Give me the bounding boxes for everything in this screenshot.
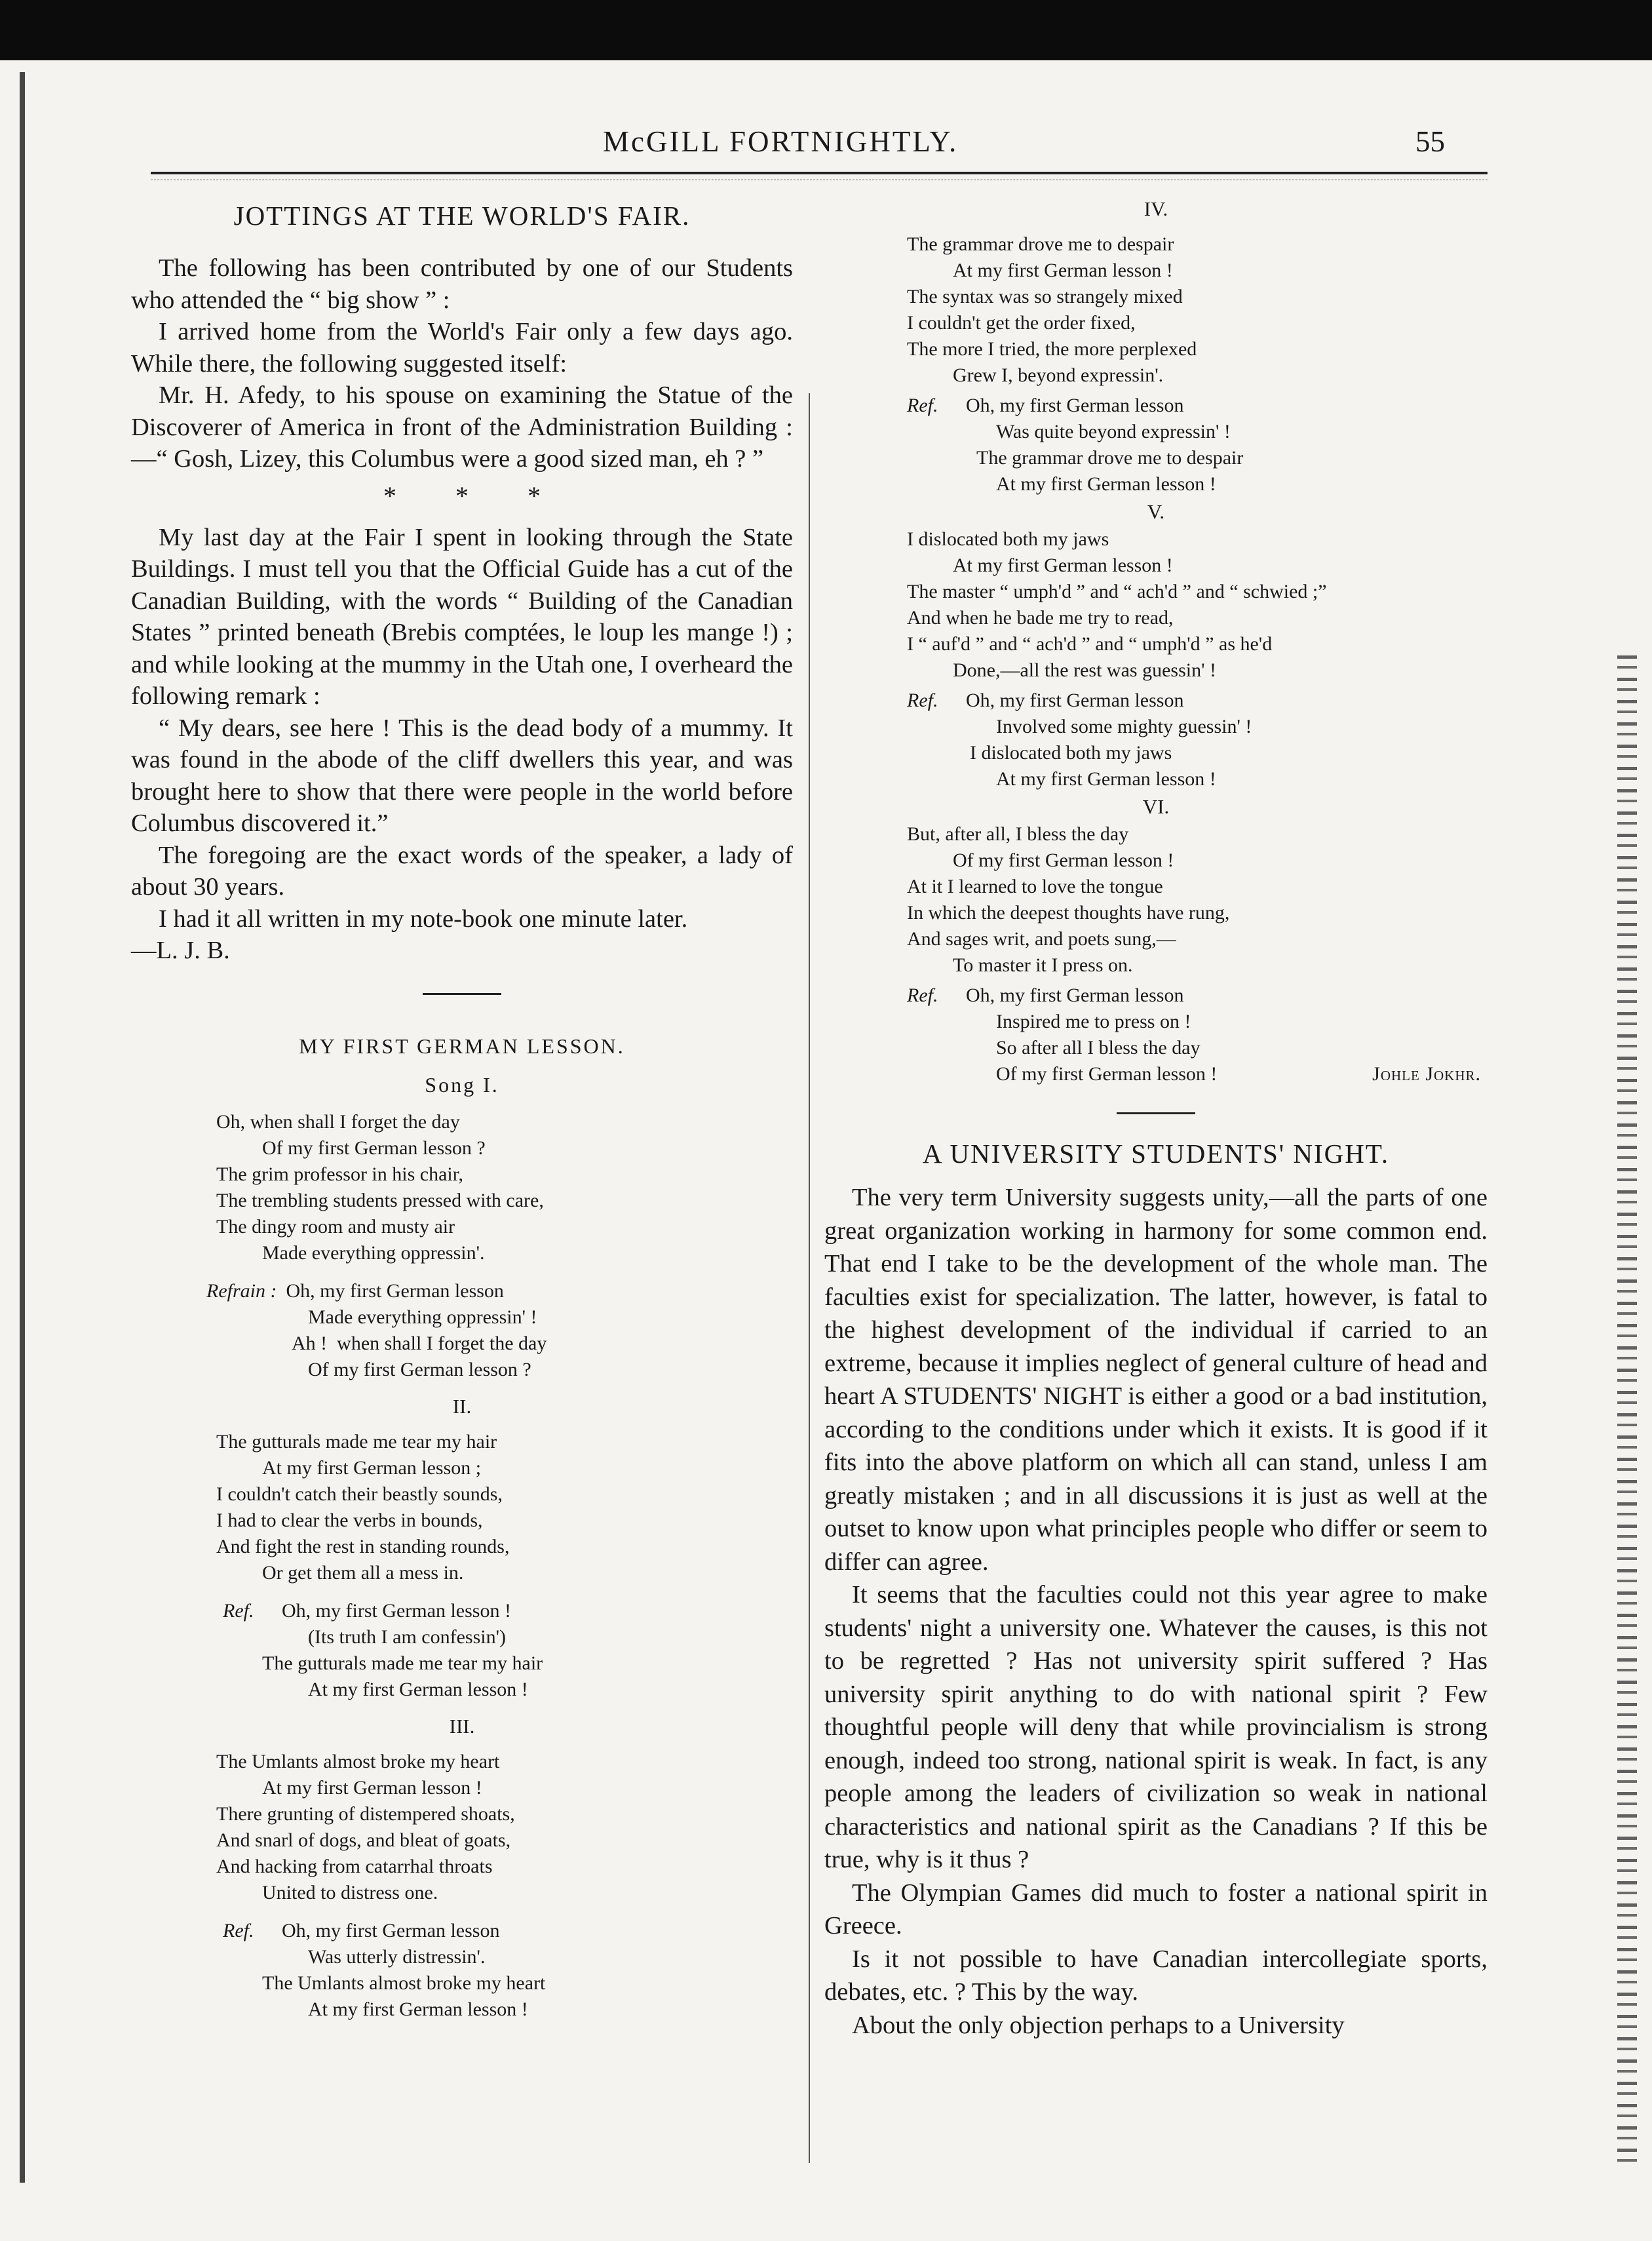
column-divider — [809, 393, 810, 2163]
scan-left-edge — [20, 72, 25, 2183]
poem-stanza — [824, 526, 1488, 684]
poem-refrain — [824, 688, 1488, 792]
poem-line: The gutturals made me tear my hair — [216, 1430, 497, 1452]
poem-line: Was quite beyond expressin' ! — [996, 421, 1231, 442]
poem-line: The Umlants almost broke my heart — [216, 1750, 500, 1772]
poem-line: The gutturals made me tear my hair — [262, 1652, 543, 1674]
poem-line: To master it I press on. — [953, 954, 1133, 976]
ref-label: Ref. — [907, 395, 938, 416]
poem-line: The more I tried, the more perplexed — [907, 338, 1197, 360]
poem-refrain — [824, 393, 1488, 497]
poem-line: The dingy room and musty air — [216, 1215, 455, 1237]
left-column — [131, 193, 793, 2023]
poem-line — [824, 983, 1488, 1009]
poem-refrain — [131, 1278, 793, 1383]
students-night-paragraph: It seems that the faculties could not this year agree to make students' night a university one. Whatever the causes, is this not to be regretted ? Has not university spirit suffered ? Has university spirit anything to do with national spirit ? Few thoughtful people will deny that while provincialism is strong enough, indeed too strong, national spirit is weak. In fact, is any people among the leaders of civilization so weak in national characteristics and national spirit as the Canadians ? If this be true, why is it thus ? — [824, 1581, 1488, 1873]
poem-line — [131, 1598, 793, 1624]
poem-line-text: Oh, my first German lesson — [286, 1279, 504, 1302]
poem-line: The grammar drove me to despair — [976, 447, 1244, 469]
scan-right-edge — [1617, 655, 1637, 2163]
ref-label: Ref. — [223, 1919, 254, 1941]
jottings-heading: JOTTINGS AT THE WORLD'S FAIR. — [233, 201, 691, 231]
students-night-heading: A UNIVERSITY STUDENTS' NIGHT. — [922, 1139, 1390, 1169]
poem-line-text: Oh, my first German lesson ! — [282, 1599, 511, 1622]
poem-line: (Its truth I am confessin') — [308, 1626, 506, 1648]
poem-line: The syntax was so strangely mixed — [907, 286, 1183, 307]
poem-line: Inspired me to press on ! — [996, 1011, 1191, 1032]
poem-line: Ah ! when shall I forget the day — [292, 1332, 547, 1354]
poem-line: And sages writ, and poets sung,— — [907, 928, 1176, 950]
jottings-signature: —L. J. B. — [131, 937, 230, 964]
jottings-paragraph: Mr. H. Afedy, to his spouse on examining the Statue of the Discoverer of America in front of the Administration Building :—“ Gosh, Lizey, this Columbus were a good sized man, eh ? ” — [131, 381, 793, 473]
header-rule — [151, 172, 1488, 174]
poem-line-text: Oh, my first German lesson — [966, 690, 1184, 711]
poem-line-text: Of my first German lesson ! — [996, 1063, 1218, 1085]
section-asterisks: * * * — [383, 480, 541, 511]
poem-line: Or get them all a mess in. — [262, 1561, 464, 1584]
poem-refrain — [824, 983, 1488, 1087]
poem-line: At it I learned to love the tongue — [907, 876, 1163, 897]
jottings-paragraph: I arrived home from the World's Fair only a few days ago. While there, the following suggested itself: — [131, 318, 793, 378]
jottings-paragraph: The following has been contributed by one of our Students who attended the “ big show ” : — [131, 254, 793, 314]
poem-song-number: Song I. — [425, 1072, 499, 1097]
poem-line: Made everything oppressin'. — [262, 1241, 485, 1264]
poem-line: Of my first German lesson ? — [262, 1137, 486, 1159]
stanza-number: V. — [1147, 500, 1165, 523]
poem-line: At my first German lesson ! — [996, 473, 1216, 495]
poem-line: I couldn't get the order fixed, — [907, 312, 1136, 334]
poem-line: The trembling students pressed with care, — [216, 1189, 544, 1211]
poem-line: At my first German lesson ; — [262, 1456, 482, 1479]
poem-line: I had to clear the verbs in bounds, — [216, 1509, 483, 1531]
poem-line: Involved some mighty guessin' ! — [996, 716, 1252, 737]
stanza-number: II. — [452, 1394, 472, 1418]
poem-stanza — [131, 1109, 793, 1266]
poem-line: I dislocated both my jaws — [970, 742, 1172, 764]
poem-line — [824, 393, 1488, 419]
poem-line: At my first German lesson ! — [308, 1678, 528, 1700]
poem-line — [824, 1061, 1488, 1087]
students-night-paragraph: About the only objection perhaps to a University — [852, 2011, 1345, 2039]
poem-line: Done,—all the rest was guessin' ! — [953, 659, 1216, 681]
poem-title: MY FIRST GERMAN LESSON. — [299, 1034, 625, 1058]
poem-line: So after all I bless the day — [996, 1037, 1201, 1059]
students-night-paragraph: The Olympian Games did much to foster a national spirit in Greece. — [824, 1879, 1488, 1939]
poem-line: The grim professor in his chair, — [216, 1163, 464, 1185]
poem-line — [131, 1278, 793, 1304]
poem-line: Grew I, beyond expressin'. — [953, 364, 1164, 386]
poem-line: And fight the rest in standing rounds, — [216, 1535, 510, 1557]
poem-stanza — [824, 231, 1488, 389]
poem-line: Of my first German lesson ? — [308, 1358, 531, 1380]
jottings-paragraph: “ My dears, see here ! This is the dead body of a mummy. It was found in the abode of the cliff dwellers this year, and was brought here to show that there were people in the world before Columbus discovered it.” — [131, 714, 793, 837]
poem-line — [131, 1918, 793, 1944]
poem-refrain — [131, 1918, 793, 2023]
poem-line — [824, 688, 1488, 714]
poem-line-text: Oh, my first German lesson — [966, 984, 1184, 1006]
poem-refrain — [131, 1598, 793, 1703]
scan-top-border — [0, 0, 1652, 60]
poem-line: There grunting of distempered shoats, — [216, 1803, 515, 1825]
poem-line-text: Oh, my first German lesson — [966, 395, 1184, 416]
stanza-number: III. — [449, 1714, 475, 1738]
poem-stanza — [131, 1749, 793, 1906]
refrain-label: Refrain : — [206, 1279, 277, 1302]
section-rule — [423, 993, 501, 995]
section-rule — [1117, 1112, 1195, 1114]
right-column — [824, 193, 1488, 2042]
poem-line: The Umlants almost broke my heart — [262, 1972, 546, 1994]
journal-title: McGILL FORTNIGHTLY. — [603, 125, 959, 158]
poem-signature: Johle Jokhr. — [1372, 1063, 1481, 1085]
poem-line: Made everything oppressin' ! — [308, 1306, 537, 1328]
poem-line: At my first German lesson ! — [953, 555, 1173, 576]
poem-line: And hacking from catarrhal throats — [216, 1855, 493, 1877]
poem-stanza — [824, 821, 1488, 979]
poem-line: And snarl of dogs, and bleat of goats, — [216, 1829, 511, 1851]
ref-label: Ref. — [907, 984, 938, 1006]
poem-stanza — [131, 1429, 793, 1586]
ref-label: Ref. — [907, 690, 938, 711]
jottings-paragraph: I had it all written in my note-book one minute later. — [159, 905, 688, 933]
poem-line: At my first German lesson ! — [262, 1776, 482, 1799]
page-number: 55 — [1415, 125, 1445, 158]
poem-line: The grammar drove me to despair — [907, 233, 1174, 255]
poem-line: And when he bade me try to read, — [907, 607, 1174, 629]
poem-line: In which the deepest thoughts have rung, — [907, 902, 1230, 924]
stanza-number: IV. — [1143, 197, 1168, 220]
poem-line-text: Oh, my first German lesson — [282, 1919, 500, 1941]
poem-line: Was utterly distressin'. — [308, 1945, 486, 1968]
poem-line: At my first German lesson ! — [996, 768, 1216, 790]
poem-line: I couldn't catch their beastly sounds, — [216, 1483, 503, 1505]
jottings-paragraph: My last day at the Fair I spent in looking through the State Buildings. I must tell you that the Official Guide has a cut of the Canadian Building, with the words “ Building of the Canadian States ” printed beneath (Brebis comptées, le loup les mange !) ; and while looking at the mummy in the Utah one, I overheard the following remark : — [131, 523, 793, 710]
students-night-paragraph: Is it not possible to have Canadian intercollegiate sports, debates, etc. ? This by the way. — [824, 1945, 1488, 2006]
poem-line: But, after all, I bless the day — [907, 823, 1129, 845]
ref-label: Ref. — [223, 1599, 254, 1622]
poem-line: At my first German lesson ! — [953, 260, 1173, 281]
poem-line: Of my first German lesson ! — [953, 849, 1174, 871]
poem-line: The master “ umph'd ” and “ ach'd ” and “ schwied ;” — [907, 581, 1327, 602]
poem-line: I “ auf'd ” and “ ach'd ” and “ umph'd ” as he'd — [907, 633, 1273, 655]
stanza-number: VI. — [1142, 795, 1170, 818]
running-header — [0, 125, 1652, 164]
poem-line: Oh, when shall I forget the day — [216, 1110, 460, 1133]
jottings-paragraph: The foregoing are the exact words of the speaker, a lady of about 30 years. — [131, 841, 793, 901]
poem-line: United to distress one. — [262, 1881, 438, 1903]
poem-line: At my first German lesson ! — [308, 1998, 528, 2020]
poem-line: I dislocated both my jaws — [907, 528, 1109, 550]
students-night-paragraph: The very term University suggests unity,—all the parts of one great organization working in harmony for some common end. That end I take to be the development of the whole man. The faculties exist for specialization. The latter, however, is fatal to the highest development of the individual if carried to an extreme, because it implies neglect of general culture of head and heart A STUDENTS' NIGHT is either a good or a bad institution, according to the conditions under which it exists. It is good if it fits into the above platform on which all can stand, unless I am greatly mistaken ; and in all discussions it is just as well at the outset to know upon what principles people who differ or seem to differ can agree. — [824, 1184, 1488, 1576]
